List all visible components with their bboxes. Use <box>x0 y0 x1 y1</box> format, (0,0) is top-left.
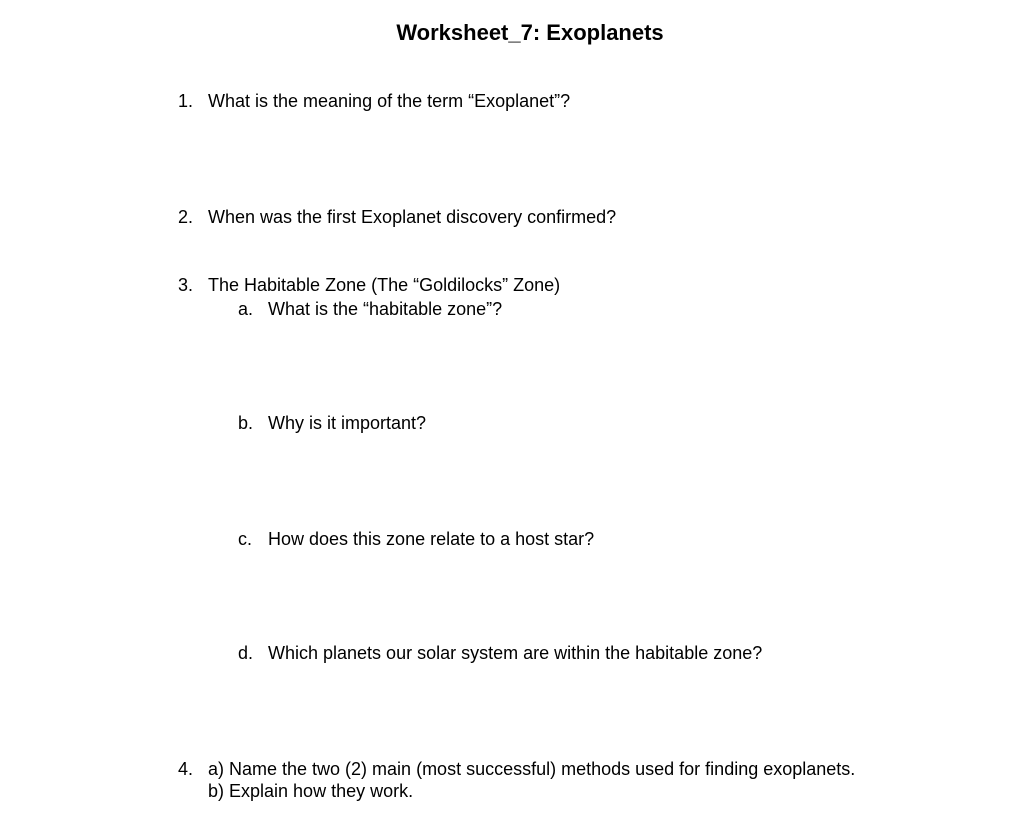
question-text: When was the first Exoplanet discovery confirmed? <box>208 207 617 227</box>
page-title: Worksheet_7: Exoplanets <box>396 20 664 45</box>
sub-question-letter: a. <box>238 299 254 319</box>
sub-question-text: Which planets our solar system are within the habitable zone? <box>268 643 763 663</box>
sub-question-text: What is the “habitable zone”? <box>268 299 503 319</box>
question-text: a) Name the two (2) main (most successful) methods used for finding exoplanets. <box>208 759 856 779</box>
sub-question-letter: c. <box>238 529 253 549</box>
question-number: 1. <box>178 91 194 111</box>
question-text: b) Explain how they work. <box>208 781 414 801</box>
question-1 <box>178 90 570 112</box>
sub-question-text: Why is it important? <box>268 413 427 433</box>
sub-question-letter: b. <box>238 413 254 433</box>
question-number: 4. <box>178 759 194 779</box>
sub-question-text: How does this zone relate to a host star? <box>268 529 595 549</box>
question-2 <box>178 206 616 228</box>
question-3c <box>238 528 594 550</box>
question-number: 2. <box>178 207 194 227</box>
question-3a <box>238 298 502 320</box>
sub-question-letter: d. <box>238 643 254 663</box>
question-4 <box>178 758 855 780</box>
question-3b <box>238 412 426 434</box>
question-3d <box>238 642 762 664</box>
question-text: What is the meaning of the term “Exoplanet”? <box>208 91 571 111</box>
question-4-line-2 <box>208 780 413 802</box>
question-3 <box>178 274 560 296</box>
question-number: 3. <box>178 275 194 295</box>
question-text: The Habitable Zone (The “Goldilocks” Zone) <box>208 275 561 295</box>
